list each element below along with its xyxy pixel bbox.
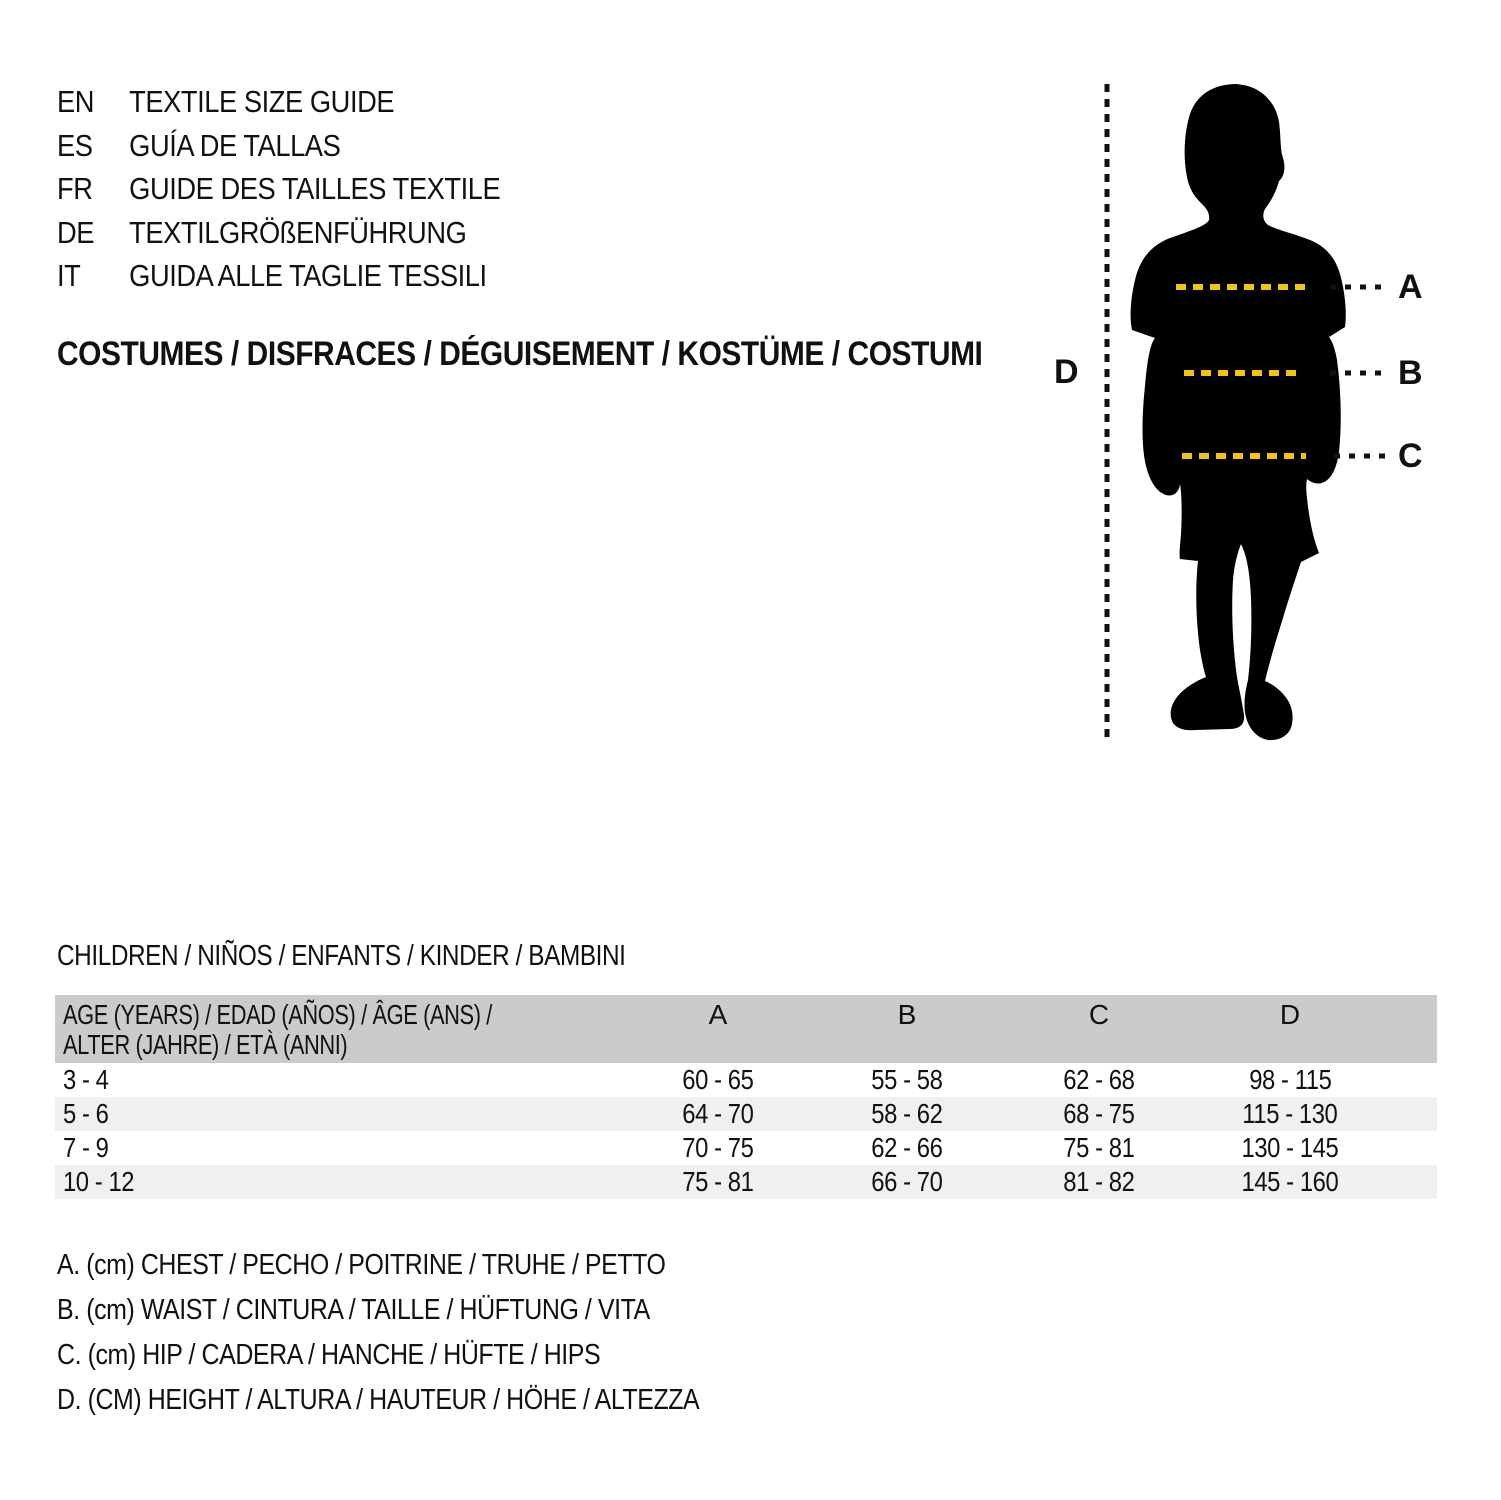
language-code: IT (57, 258, 81, 293)
height-cell: 98 - 115 (1248, 1064, 1332, 1095)
age-column-header (55, 995, 625, 1060)
age-header-line2: ALTER (JAHRE) / ETÀ (ANNI) (63, 1029, 348, 1060)
language-code: EN (57, 84, 95, 119)
measurement-figure (1030, 70, 1410, 760)
height-cell: 115 - 130 (1242, 1098, 1338, 1129)
language-title: TEXTILGRÖßENFÜHRUNG (129, 214, 467, 250)
table-row (55, 1063, 1437, 1097)
language-code: ES (57, 127, 93, 163)
language-title: GUÍA DE TALLAS (129, 127, 341, 163)
language-row-es (57, 124, 500, 168)
table-section-title: CHILDREN / NIÑOS / ENFANTS / KINDER / BAMBINI (57, 940, 626, 972)
age-header-line1: AGE (YEARS) / EDAD (AÑOS) / ÂGE (ANS) / (63, 999, 492, 1030)
measurement-legend (57, 1243, 804, 1423)
waist-cell: 62 - 66 (871, 1132, 943, 1163)
language-title: GUIDA ALLE TAGLIE TESSILI (129, 258, 487, 293)
hip-cell: 75 - 81 (1063, 1132, 1135, 1163)
chest-cell: 70 - 75 (682, 1132, 754, 1163)
language-code: DE (57, 214, 95, 250)
column-header-a: A (708, 999, 728, 1030)
column-header-b: B (897, 999, 917, 1030)
language-row-de (57, 211, 500, 255)
waist-cell: 55 - 58 (871, 1064, 943, 1095)
figure-label-hip: C (1398, 437, 1423, 475)
age-cell: 3 - 4 (63, 1064, 109, 1095)
child-silhouette-icon (1131, 84, 1346, 740)
age-cell: 5 - 6 (63, 1098, 109, 1129)
table-row (55, 1165, 1437, 1199)
chest-cell: 64 - 70 (682, 1098, 754, 1129)
hip-cell: 81 - 82 (1063, 1166, 1135, 1197)
figure-label-waist: B (1398, 354, 1423, 392)
height-cell: 145 - 160 (1241, 1166, 1339, 1197)
column-header-c: C (1088, 999, 1110, 1030)
legend-item-height: D. (CM) HEIGHT / ALTURA / HAUTEUR / HÖHE / ALTEZZA (57, 1384, 700, 1416)
legend-item-hip: C. (cm) HIP / CADERA / HANCHE / HÜFTE / HIPS (57, 1339, 601, 1371)
language-row-fr (57, 167, 500, 211)
figure-label-chest: A (1398, 268, 1423, 306)
size-table (55, 995, 1437, 1199)
language-title-list (57, 80, 561, 298)
table-row (55, 1097, 1437, 1131)
language-row-it (57, 254, 500, 298)
hip-cell: 68 - 75 (1063, 1098, 1135, 1129)
legend-item-chest: A. (cm) CHEST / PECHO / POITRINE / TRUHE / PETTO (57, 1249, 666, 1281)
age-cell: 7 - 9 (63, 1132, 109, 1163)
language-title: TEXTILE SIZE GUIDE (129, 84, 395, 119)
language-title: GUIDE DES TAILLES TEXTILE (129, 171, 501, 206)
column-header-d: D (1279, 999, 1301, 1030)
waist-cell: 58 - 62 (871, 1098, 943, 1129)
hip-cell: 62 - 68 (1063, 1064, 1135, 1095)
size-table-header-row (55, 995, 1437, 1063)
waist-cell: 66 - 70 (871, 1166, 943, 1197)
language-code: FR (57, 171, 93, 206)
chest-cell: 60 - 65 (682, 1064, 754, 1095)
chest-cell: 75 - 81 (682, 1166, 754, 1197)
age-cell: 10 - 12 (63, 1166, 135, 1197)
height-cell: 130 - 145 (1241, 1132, 1339, 1163)
table-row (55, 1131, 1437, 1165)
figure-label-height: D (1054, 353, 1079, 391)
legend-item-waist: B. (cm) WAIST / CINTURA / TAILLE / HÜFTUNG / VITA (57, 1294, 650, 1326)
language-row-en (57, 80, 500, 124)
category-title: COSTUMES / DISFRACES / DÉGUISEMENT / KOSTÜME / COSTUMI (57, 335, 983, 373)
